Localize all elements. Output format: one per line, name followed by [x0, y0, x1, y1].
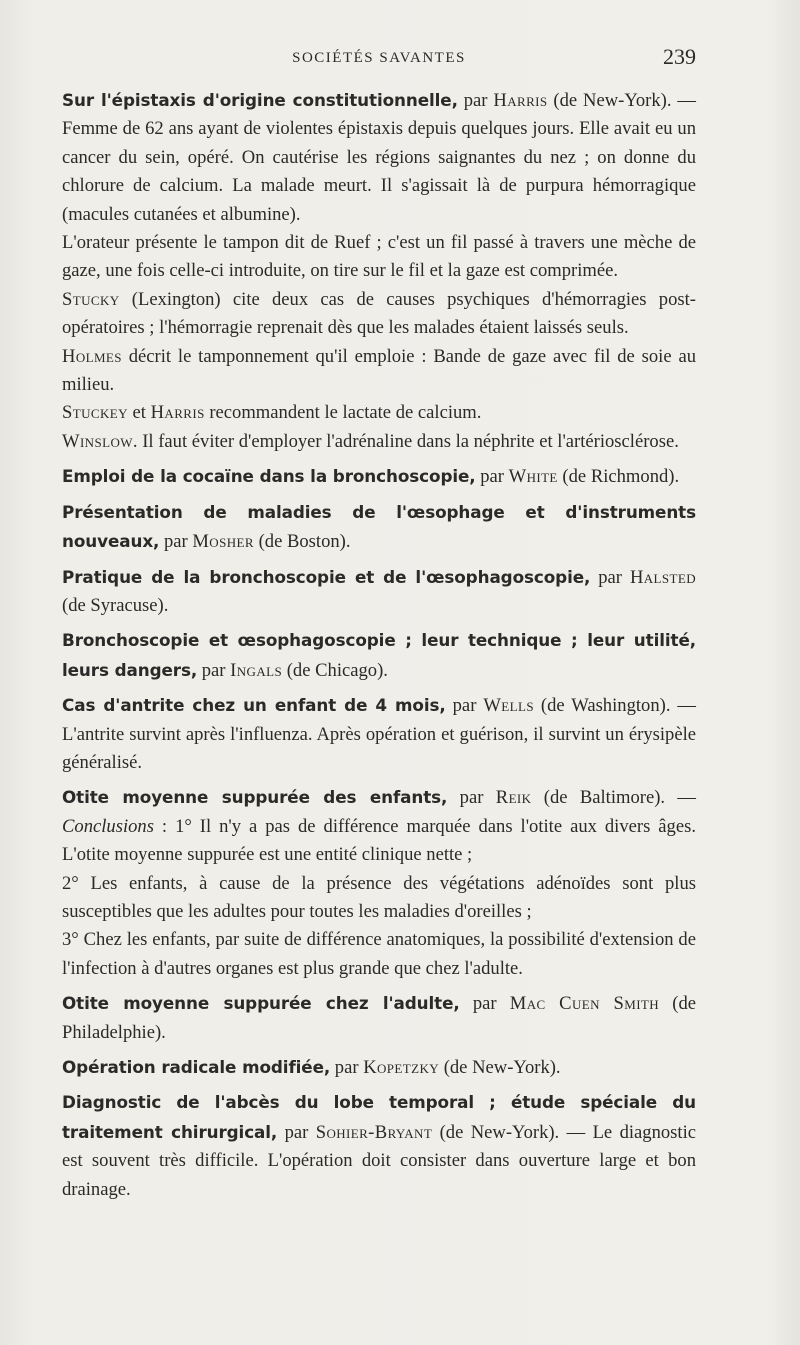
entry-paragraph	[62, 1088, 696, 1204]
body-text-run: . Il faut éviter d'employer l'adrénaline dans la néphrite et l'artériosclérose.	[132, 430, 679, 452]
body-paragraph	[62, 343, 696, 400]
entry-paragraph	[62, 86, 696, 229]
body-text-run: (de Chicago).	[282, 659, 388, 681]
author-name: Mosher	[192, 531, 254, 553]
entry-title: Emploi de la cocaïne dans la bronchoscopie,	[62, 466, 476, 487]
entry-title: Présentation de maladies de l'œsophage et d'instruments nouveaux,	[62, 501, 696, 552]
entry-title: Otite moyenne suppurée chez l'adulte,	[62, 993, 460, 1014]
article-body	[62, 86, 696, 1204]
body-text-run: (de New-York). — Femme de 62 ans ayant de violentes épistaxis depuis quelques jours. Elle avait eu un cancer du sein, opéré. On cautérise les régions saignantes du nez ; on donne du chlorure de calcium. La malade meurt. Il s'agissait là de purpura hémorragique (macules cutanées et albumine).	[62, 90, 696, 225]
body-paragraph	[62, 286, 696, 343]
body-paragraph	[62, 229, 696, 286]
body-text-run: (Lexington) cite deux cas de causes psychiques d'hémorragies post-opératoires ; l'hémorragie reprenait dès que les malades étaient laissés seuls.	[62, 288, 696, 339]
author-name: Holmes	[62, 345, 122, 367]
body-text-run: décrit le tamponnement qu'il emploie : Bande de gaze avec fil de soie au milieu.	[62, 345, 696, 396]
page-header	[62, 44, 696, 74]
author-name: Winslow	[62, 430, 133, 452]
author-name: Reik	[495, 787, 532, 809]
body-text-run: par	[447, 787, 496, 809]
body-text-run: (de Washington). — L'antrite survint après l'influenza. Après opération et guérison, il survint un érysipèle généralisé.	[62, 695, 697, 773]
entry-paragraph	[62, 563, 696, 621]
body-text-run: (de Richmond).	[557, 466, 680, 488]
author-name: Harris	[493, 90, 548, 111]
author-name: Mac Cuen Smith	[509, 993, 660, 1015]
body-text-run: par	[330, 1057, 364, 1078]
body-text-run: (de Boston).	[253, 531, 351, 553]
author-name: Wells	[483, 695, 534, 717]
body-paragraph	[62, 399, 696, 427]
page-number: 239	[663, 44, 696, 69]
author-name: Ingals	[230, 659, 283, 681]
author-name: Stuckey	[62, 402, 128, 424]
body-text-run: (de New-York).	[439, 1057, 561, 1078]
body-text-run: 2° Les enfants, à cause de la présence des végétations adénoïdes sont plus susceptibles que les adultes pour toutes les maladies d'oreilles ;	[62, 872, 696, 922]
body-text-run: (de New-York). — Le diagnostic est souvent très difficile. L'opération doit consister dans ouverture large et bon drainage.	[62, 1121, 696, 1200]
author-name: Sohier-Bryant	[315, 1121, 433, 1143]
body-text-run: : 1° Il n'y a pas de différence marquée dans l'otite aux divers âges. L'otite moyenne suppurée est une entité clinique nette ;	[62, 815, 696, 866]
entry-title: Opération radicale modifiée,	[62, 1057, 331, 1077]
author-name: Kopetzky	[363, 1057, 440, 1078]
body-text-run: par	[445, 695, 484, 717]
body-text-run: par	[457, 90, 494, 111]
running-title: SOCIÉTÉS SAVANTES	[292, 50, 466, 66]
entry-title: Cas d'antrite chez un enfant de 4 mois,	[62, 695, 446, 716]
entry-paragraph	[62, 498, 696, 557]
entry-title: Pratique de la bronchoscopie et de l'œsophagoscopie,	[62, 566, 591, 587]
body-paragraph	[62, 870, 696, 927]
author-name: Harris	[150, 402, 205, 424]
author-name: White	[508, 466, 558, 488]
author-name: Stucky	[62, 288, 120, 310]
body-paragraph	[62, 428, 696, 456]
body-text-run: par	[197, 659, 231, 681]
entry-paragraph	[62, 626, 696, 685]
entry-paragraph	[62, 989, 696, 1047]
body-text-run: (de Philadelphie).	[62, 993, 697, 1043]
body-text-run: par	[459, 993, 510, 1015]
body-text-run: par	[590, 566, 630, 588]
body-text-run: 3° Chez les enfants, par suite de différence anatomiques, la possibilité d'extension de l'infection à d'autres organes est plus grande que chez l'adulte.	[62, 929, 696, 979]
body-text-run: et	[127, 402, 151, 424]
entry-paragraph	[62, 1053, 696, 1082]
entry-paragraph	[62, 783, 696, 869]
entry-paragraph	[62, 462, 696, 491]
entry-title: Bronchoscopie et œsophagoscopie ; leur technique ; leur utilité, leurs dangers,	[62, 630, 696, 680]
body-paragraph	[62, 926, 696, 983]
body-text-run: L'orateur présente le tampon dit de Ruef ; c'est un fil passé à travers une mèche de gaze, une fois celle-ci introduite, on tire sur le fil et la gaze est comprimée.	[62, 232, 696, 282]
entry-title: Sur l'épistaxis d'origine constitutionnelle,	[62, 90, 458, 110]
body-text-run: (de Syracuse).	[62, 594, 169, 616]
entry-title: Diagnostic de l'abcès du lobe temporal ; étude spéciale du traitement chirurgical,	[62, 1092, 696, 1142]
body-text-run: par	[159, 531, 193, 553]
entry-paragraph	[62, 691, 696, 777]
entry-title: Otite moyenne suppurée des enfants,	[62, 787, 448, 808]
italic-text: Conclusions	[62, 815, 154, 837]
body-text-run: par	[277, 1121, 316, 1143]
body-text-run: par	[475, 466, 509, 488]
body-text-run: (de Baltimore). —	[531, 787, 696, 809]
author-name: Halsted	[629, 566, 696, 588]
body-text-run: recommandent le lactate de calcium.	[204, 402, 482, 424]
